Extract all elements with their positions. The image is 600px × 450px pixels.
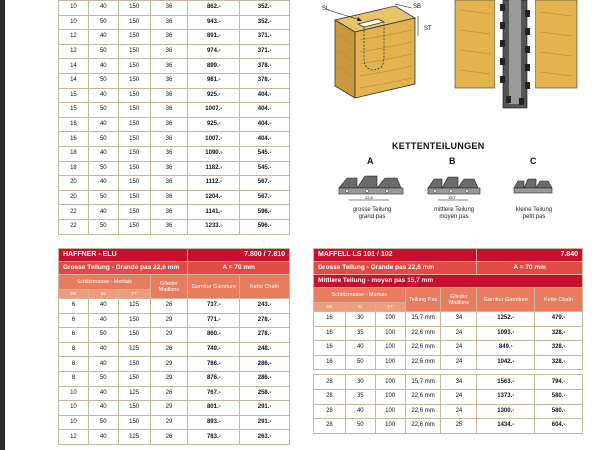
table-row <box>59 190 290 205</box>
table-cell: 291.- <box>240 401 290 416</box>
table-row <box>59 386 290 401</box>
table-cell: 50 <box>345 419 375 434</box>
table-cell: 925.- <box>188 117 240 132</box>
haffner-sub-st: ST <box>118 290 150 299</box>
table-cell: 767.- <box>188 386 240 401</box>
table-cell: 771.- <box>188 313 240 328</box>
table-cell: 860.- <box>188 328 240 343</box>
table-cell: 404.- <box>240 88 290 103</box>
table-cell: 16 <box>59 132 89 147</box>
table-cell: 876.- <box>188 371 240 386</box>
chain-a-caption: grosse Teilung grand pas <box>352 207 392 220</box>
table-cell: 1141.- <box>188 205 240 220</box>
table-cell: 580.- <box>535 404 583 419</box>
table-cell: 8 <box>59 342 89 357</box>
table-cell: 150 <box>118 88 150 103</box>
table-row <box>59 161 290 176</box>
table-cell: 24 <box>441 341 477 356</box>
table-cell: 6 <box>59 313 89 328</box>
table-cell: 291.- <box>240 415 290 430</box>
table-cell: 1093.- <box>477 326 535 341</box>
table-cell: 737.- <box>188 299 240 314</box>
table-cell: 36 <box>150 205 188 220</box>
table-row <box>314 326 583 341</box>
measure-b: 15,7 <box>448 195 456 200</box>
table-cell: 150 <box>118 73 150 88</box>
maffell-title: MAFFELL LS 101 / 102 <box>314 249 477 262</box>
haffner-subtitle: Grosse Teilung - Grande pas 22,6 mm <box>59 262 188 275</box>
haffner-col-glieder: Glieder Maillons <box>150 275 188 299</box>
table-cell: 15,7 mm <box>405 375 441 390</box>
table-row <box>59 328 290 343</box>
table-cell: 371.- <box>240 44 290 59</box>
table-cell: 1042.- <box>477 355 535 370</box>
table-cell: 50 <box>88 132 118 147</box>
table-cell: 50 <box>88 219 118 234</box>
table-cell: 30 <box>345 312 375 327</box>
maffell-sub-sl: SL <box>345 303 375 312</box>
haffner-elu-table <box>58 248 290 445</box>
table-cell: 150 <box>118 44 150 59</box>
table-cell: 1434.- <box>477 419 535 434</box>
maffell-subtitle1: Grosse Teilung - Grande pas 22,6 mm <box>314 262 477 275</box>
table-cell: 596.- <box>240 205 290 220</box>
table-cell: 150 <box>118 205 150 220</box>
table-cell: 150 <box>118 415 150 430</box>
maffell-col-kette: Kette Chaîn <box>535 288 583 312</box>
table-cell: 150 <box>118 219 150 234</box>
table-cell: 749.- <box>188 342 240 357</box>
table-cell: 15 <box>59 103 89 118</box>
table-cell: 35 <box>345 326 375 341</box>
table-cell: 36 <box>150 190 188 205</box>
table-cell: 125 <box>118 299 150 314</box>
table-cell: 25 <box>441 419 477 434</box>
table-cell: 36 <box>150 117 188 132</box>
table-cell: 125 <box>118 342 150 357</box>
maffell-model: 7.840 <box>477 249 583 262</box>
table-cell: 974.- <box>188 44 240 59</box>
table-cell: 286.- <box>240 357 290 372</box>
table-cell: 100 <box>375 341 405 356</box>
table-cell: 36 <box>150 132 188 147</box>
table-row <box>59 59 290 74</box>
table-cell: 100 <box>375 375 405 390</box>
table-cell: 1373.- <box>477 389 535 404</box>
table-cell: 40 <box>88 146 118 161</box>
table-cell: 10 <box>59 401 89 416</box>
haffner-model: 7.800 / 7.810 <box>188 249 290 262</box>
maffell-a-value: A = 70 mm <box>477 262 583 275</box>
table-cell: 1563.- <box>477 375 535 390</box>
table-cell: 783.- <box>188 430 240 445</box>
maffell-subtitle2: Mittlere Teilung - moyen pas 15,7 mm <box>314 275 583 288</box>
label-st: ST <box>424 26 432 32</box>
table-cell: 40 <box>88 313 118 328</box>
table-row <box>314 341 583 356</box>
table-cell: 404.- <box>240 117 290 132</box>
table-cell: 378.- <box>240 73 290 88</box>
mortise-illustration <box>300 0 600 120</box>
table-cell: 22,6 mm <box>405 404 441 419</box>
table-cell: 16 <box>314 326 346 341</box>
table-cell: 150 <box>118 1 150 16</box>
table-cell: 479.- <box>535 312 583 327</box>
table-row <box>59 30 290 45</box>
table-cell: 596.- <box>240 219 290 234</box>
table-cell: 40 <box>88 357 118 372</box>
table-cell: 36 <box>150 73 188 88</box>
table-cell: 893.- <box>188 415 240 430</box>
table-cell: 1252.- <box>477 312 535 327</box>
table-cell: 50 <box>88 415 118 430</box>
table-cell: 36 <box>150 103 188 118</box>
table-cell: 16 <box>59 117 89 132</box>
page-edge <box>0 0 5 450</box>
table-cell: 24 <box>441 355 477 370</box>
table-cell: 36 <box>150 30 188 45</box>
table-cell: 34 <box>441 312 477 327</box>
chain-a-icon <box>335 168 407 206</box>
table-cell: 40 <box>88 342 118 357</box>
table-cell: 36 <box>150 15 188 30</box>
table-cell: 24 <box>441 326 477 341</box>
table-cell: 22,6 mm <box>405 419 441 434</box>
table-cell: 328.- <box>535 355 583 370</box>
table-cell: 50 <box>88 371 118 386</box>
table-cell: 125 <box>118 430 150 445</box>
table-cell: 50 <box>345 355 375 370</box>
haffner-sub-sb: SB <box>59 290 89 299</box>
table-cell: 20 <box>59 176 89 191</box>
table-cell: 891.- <box>188 30 240 45</box>
table-cell: 1090.- <box>188 146 240 161</box>
table-cell: 404.- <box>240 103 290 118</box>
table-row <box>59 415 290 430</box>
table-cell: 1182.- <box>188 161 240 176</box>
table-cell: 248.- <box>240 342 290 357</box>
table-cell: 28 <box>314 375 346 390</box>
table-cell: 100 <box>375 355 405 370</box>
table-cell: 150 <box>118 190 150 205</box>
table-cell: 801.- <box>188 401 240 416</box>
table-cell: 50 <box>88 328 118 343</box>
table-cell: 545.- <box>240 161 290 176</box>
table-cell: 328.- <box>535 341 583 356</box>
table-cell: 150 <box>118 313 150 328</box>
table-cell: 40 <box>88 1 118 16</box>
chain-b-icon <box>424 168 484 206</box>
table-cell: 849.- <box>477 341 535 356</box>
table-cell: 29 <box>150 401 188 416</box>
table-cell: 22,6 mm <box>405 341 441 356</box>
table-cell: 100 <box>375 404 405 419</box>
table-row <box>314 419 583 434</box>
table-row <box>59 73 290 88</box>
price-table-top <box>58 0 290 235</box>
table-cell: 1204.- <box>188 190 240 205</box>
table-cell: 150 <box>118 132 150 147</box>
maffell-sub-st: ST <box>375 303 405 312</box>
table-cell: 545.- <box>240 146 290 161</box>
table-row <box>59 371 290 386</box>
table-cell: 24 <box>441 404 477 419</box>
table-cell: 29 <box>150 371 188 386</box>
table-cell: 567.- <box>240 176 290 191</box>
table-row <box>59 299 290 314</box>
table-cell: 36 <box>150 44 188 59</box>
table-cell: 10 <box>59 1 89 16</box>
table-cell: 30 <box>345 375 375 390</box>
table-cell: 36 <box>150 161 188 176</box>
table-cell: 150 <box>118 103 150 118</box>
table-cell: 40 <box>345 341 375 356</box>
haffner-col-schlitz: Schlitzmasse - Mortais <box>59 275 151 290</box>
table-cell: 50 <box>88 73 118 88</box>
table-row <box>59 205 290 220</box>
measure-a: 22,6 <box>365 195 373 200</box>
table-cell: 36 <box>150 146 188 161</box>
table-cell: 36 <box>150 59 188 74</box>
table-cell: 925.- <box>188 88 240 103</box>
table-cell: 125 <box>118 386 150 401</box>
table-cell: 10 <box>59 415 89 430</box>
label-sl: SL <box>322 6 330 12</box>
table-row <box>59 88 290 103</box>
table-row <box>59 132 290 147</box>
table-cell: 604.- <box>535 419 583 434</box>
maffell-table <box>313 248 583 434</box>
table-cell: 50 <box>88 103 118 118</box>
table-cell: 16 <box>314 312 346 327</box>
table-row <box>59 342 290 357</box>
table-cell: 981.- <box>188 73 240 88</box>
table-cell: 36 <box>150 1 188 16</box>
table-row <box>59 1 290 16</box>
maffell-col-garnitur: Garnitur Garniture <box>477 288 535 312</box>
table-cell: 50 <box>88 44 118 59</box>
table-cell: 100 <box>375 312 405 327</box>
chain-c-caption: kleine Teilung petit pas <box>515 207 553 220</box>
table-cell: 34 <box>441 375 477 390</box>
haffner-sub-sl: SL <box>88 290 118 299</box>
table-cell: 1112.- <box>188 176 240 191</box>
maffell-sub-sb: SB <box>314 303 346 312</box>
table-cell: 40 <box>345 404 375 419</box>
table-cell: 8 <box>59 357 89 372</box>
table-cell: 18 <box>59 146 89 161</box>
table-cell: 22,6 mm <box>405 355 441 370</box>
table-cell: 150 <box>118 176 150 191</box>
table-row <box>59 117 290 132</box>
table-cell: 278.- <box>240 313 290 328</box>
table-cell: 40 <box>88 299 118 314</box>
table-row <box>59 313 290 328</box>
table-cell: 28 <box>314 404 346 419</box>
haffner-col-kette: Kette Chaîn <box>240 275 290 299</box>
table-cell: 150 <box>118 117 150 132</box>
kettenteilungen-title: KETTENTEILUNGEN <box>392 141 485 151</box>
table-cell: 29 <box>150 328 188 343</box>
haffner-col-garnitur: Garnitur Garniture <box>188 275 240 299</box>
table-cell: 10 <box>59 386 89 401</box>
table-cell: 12 <box>59 30 89 45</box>
table-cell: 40 <box>88 386 118 401</box>
table-cell: 150 <box>118 161 150 176</box>
table-row <box>59 430 290 445</box>
table-cell: 580.- <box>535 389 583 404</box>
chain-letter-b: B <box>449 156 456 166</box>
chain-letter-a: A <box>367 156 374 166</box>
table-cell: 8 <box>59 371 89 386</box>
haffner-a-value: A = 70 mm <box>188 262 290 275</box>
table-cell: 243.- <box>240 299 290 314</box>
table-cell: 100 <box>375 326 405 341</box>
table-cell: 40 <box>88 117 118 132</box>
table-row <box>314 389 583 404</box>
table-cell: 150 <box>118 30 150 45</box>
table-cell: 40 <box>88 176 118 191</box>
table-cell: 352.- <box>240 1 290 16</box>
table-cell: 16 <box>314 341 346 356</box>
table-cell: 28 <box>314 389 346 404</box>
table-row <box>314 312 583 327</box>
table-cell: 36 <box>150 219 188 234</box>
table-cell: 36 <box>150 176 188 191</box>
table-cell: 12 <box>59 44 89 59</box>
table-cell: 36 <box>150 88 188 103</box>
table-row <box>59 176 290 191</box>
table-row <box>59 146 290 161</box>
table-cell: 150 <box>118 357 150 372</box>
chain-letter-c: C <box>530 156 537 166</box>
table-cell: 26 <box>150 299 188 314</box>
table-cell: 40 <box>88 30 118 45</box>
table-row <box>59 219 290 234</box>
table-cell: 371.- <box>240 30 290 45</box>
table-cell: 150 <box>118 15 150 30</box>
table-row <box>59 15 290 30</box>
table-cell: 150 <box>118 328 150 343</box>
table-cell: 1007.- <box>188 103 240 118</box>
table-cell: 15 <box>59 88 89 103</box>
table-cell: 35 <box>345 389 375 404</box>
table-cell: 150 <box>118 401 150 416</box>
table-cell: 40 <box>88 88 118 103</box>
table-cell: 40 <box>88 205 118 220</box>
table-cell: 22,6 mm <box>405 326 441 341</box>
table-cell: 278.- <box>240 328 290 343</box>
table-cell: 26 <box>150 430 188 445</box>
table-cell: 286.- <box>240 371 290 386</box>
table-row <box>314 404 583 419</box>
label-sb: SB <box>413 4 422 10</box>
table-cell: 150 <box>118 146 150 161</box>
table-row <box>314 375 583 390</box>
maffell-col-teilung: Teilung Pas <box>405 288 441 312</box>
maffell-col-glieder: Glieder Maillons <box>441 288 477 312</box>
table-cell: 16 <box>314 355 346 370</box>
table-cell: 14 <box>59 59 89 74</box>
table-cell: 15,7 mm <box>405 312 441 327</box>
table-cell: 150 <box>118 59 150 74</box>
table-cell: 1300.- <box>477 404 535 419</box>
table-cell: 50 <box>88 190 118 205</box>
table-cell: 404.- <box>240 132 290 147</box>
table-cell: 26 <box>150 342 188 357</box>
table-cell: 24 <box>441 389 477 404</box>
table-cell: 862.- <box>188 1 240 16</box>
table-cell: 1007.- <box>188 132 240 147</box>
table-cell: 14 <box>59 73 89 88</box>
table-row <box>314 355 583 370</box>
table-cell: 50 <box>88 15 118 30</box>
table-cell: 18 <box>59 161 89 176</box>
table-cell: 6 <box>59 328 89 343</box>
table-cell: 40 <box>88 430 118 445</box>
table-row <box>59 44 290 59</box>
maffell-col-schlitz: Schlitzmasse - Mortais <box>314 288 406 303</box>
table-cell: 567.- <box>240 190 290 205</box>
haffner-title: HAFFNER - ELU <box>59 249 188 262</box>
table-cell: 794.- <box>535 375 583 390</box>
table-cell: 40 <box>88 59 118 74</box>
chain-b-caption: mittlere Teilung moyen pas <box>433 207 475 220</box>
table-cell: 258.- <box>240 386 290 401</box>
table-cell: 29 <box>150 313 188 328</box>
table-cell: 22,6 mm <box>405 389 441 404</box>
table-cell: 50 <box>88 161 118 176</box>
table-cell: 263.- <box>240 430 290 445</box>
table-row <box>59 401 290 416</box>
table-row <box>59 357 290 372</box>
table-cell: 943.- <box>188 15 240 30</box>
table-cell: 10 <box>59 15 89 30</box>
table-cell: 100 <box>375 419 405 434</box>
table-cell: 1233.- <box>188 219 240 234</box>
table-cell: 26 <box>150 386 188 401</box>
table-cell: 100 <box>375 389 405 404</box>
table-cell: 150 <box>118 371 150 386</box>
table-cell: 20 <box>59 190 89 205</box>
table-cell: 22 <box>59 219 89 234</box>
table-row <box>59 103 290 118</box>
table-cell: 40 <box>88 401 118 416</box>
table-cell: 29 <box>150 415 188 430</box>
table-cell: 328.- <box>535 326 583 341</box>
table-cell: 12 <box>59 430 89 445</box>
chain-c-icon <box>510 170 556 204</box>
table-cell: 378.- <box>240 59 290 74</box>
table-cell: 786.- <box>188 357 240 372</box>
table-cell: 22 <box>59 205 89 220</box>
table-cell: 352.- <box>240 15 290 30</box>
table-cell: 6 <box>59 299 89 314</box>
table-cell: 28 <box>314 419 346 434</box>
table-cell: 899.- <box>188 59 240 74</box>
table-cell: 29 <box>150 357 188 372</box>
